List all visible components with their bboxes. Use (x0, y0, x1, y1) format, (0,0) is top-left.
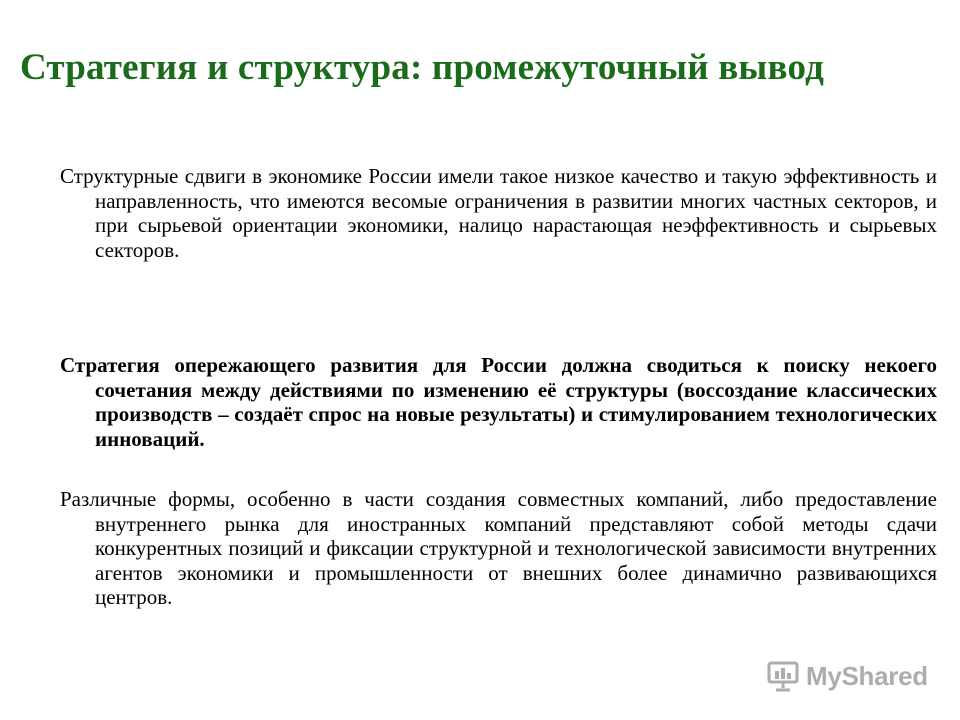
slide-title: Стратегия и структура: промежуточный вывод (20, 47, 824, 88)
paragraph-development-strategy: Стратегия опережающего развития для России должна сводиться к поиску некоего сочетания между действиями по изменению её структуры (воссоздание классических производств – создаёт спрос на новые результаты) и стимулированием технологических инноваций. (60, 353, 937, 451)
paragraph-structural-shifts: Структурные сдвиги в экономике России имели такое низкое качество и такую эффективность и направленность, что имеются весомые ограничения в развитии многих частных секторов, и при сырьевой ориентации экономики, налицо нарастающая неэффективность и сырьевых секторов. (60, 164, 937, 262)
myshared-watermark (766, 654, 928, 698)
presentation-board-icon (766, 659, 800, 693)
watermark-text: MyShared (806, 660, 928, 691)
paragraph-market-forms: Различные формы, особенно в части создания совместных компаний, либо предоставление внутреннего рынка для иностранных компаний представляют собой методы сдачи конкурентных позиций и фиксации структурной и технологической зависимости внутренних агентов экономики и промышленности от внешних более динамично развивающихся центров. (60, 487, 937, 609)
